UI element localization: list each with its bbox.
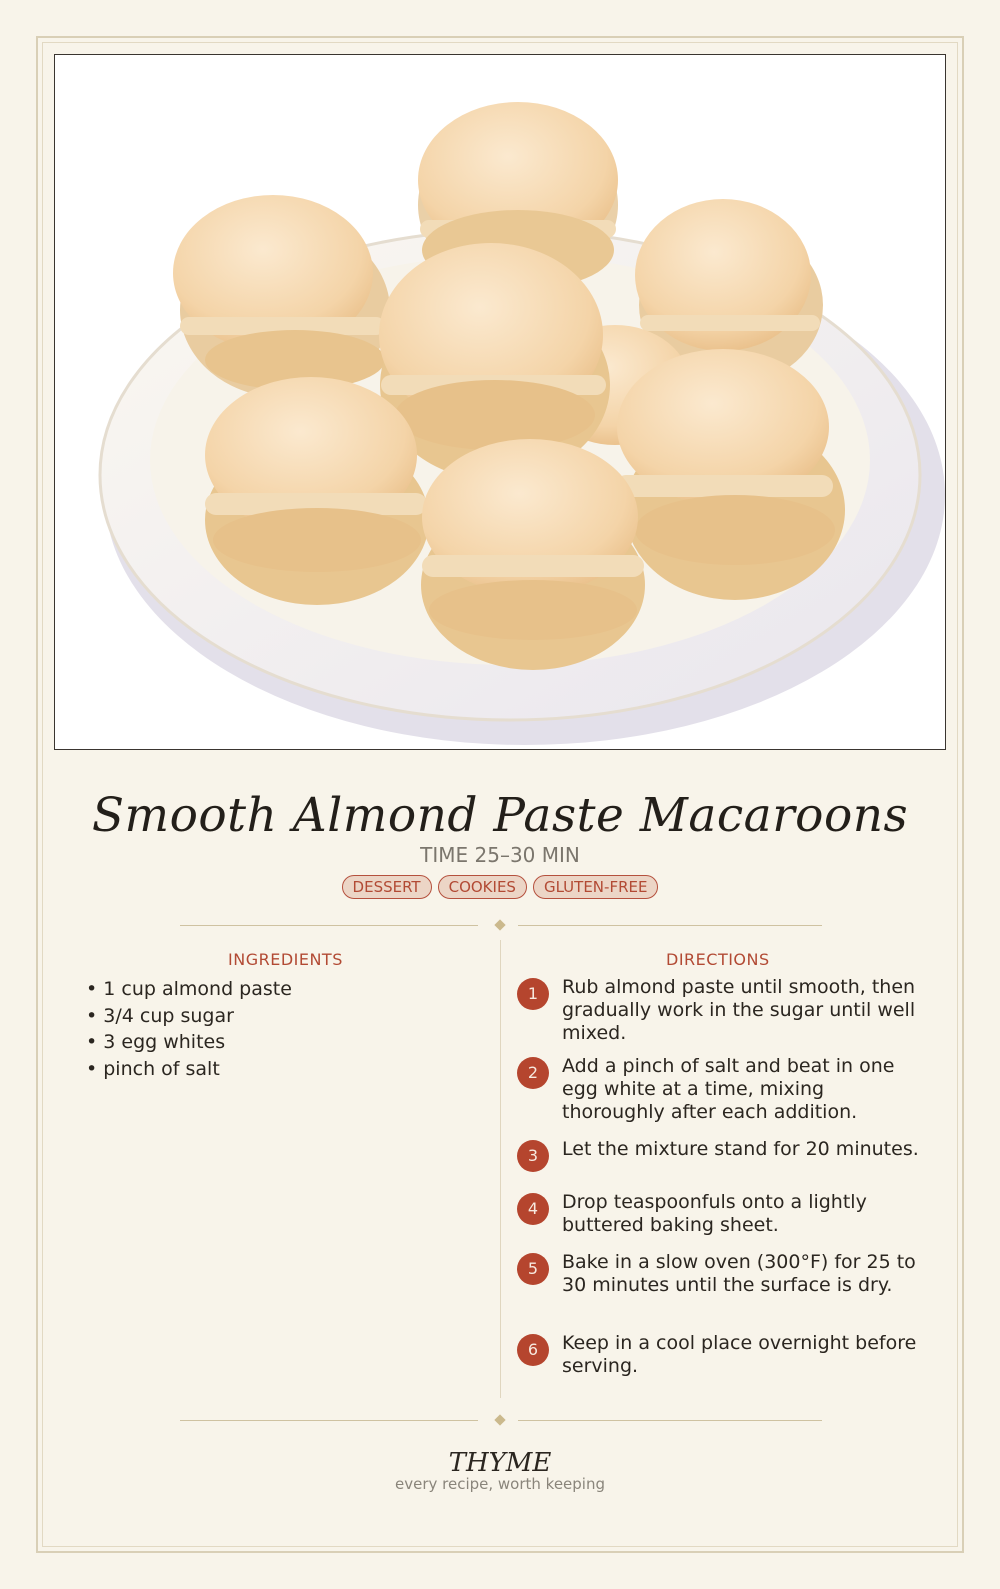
ingredient-item: • 3 egg whites [86,1029,466,1056]
ingredients-list [86,976,466,1082]
ingredient-item: • pinch of salt [86,1056,466,1083]
direction-step-2 [517,1055,927,1125]
step-text: Let the mixture stand for 20 minutes. [562,1138,919,1160]
divider-left-top [180,925,478,926]
step-text: Rub almond paste until smooth, then gradually work in the sugar until well mixed. [562,976,916,1044]
step-text: Bake in a slow oven (300°F) for 25 to 30 minutes until the surface is dry. [562,1251,916,1296]
brand-name: THYME [448,1448,552,1478]
step-number: 5 [517,1253,549,1285]
tag-cookies[interactable]: COOKIES [438,875,527,899]
step-text: Keep in a cool place overnight before serving. [562,1332,917,1377]
ingredient-item: • 1 cup almond paste [86,976,466,1003]
directions-heading: DIRECTIONS [666,950,770,969]
divider-right-bottom [518,1420,822,1421]
ingredients-heading: INGREDIENTS [228,950,343,969]
direction-step-3 [517,1138,927,1188]
brand-tagline: every recipe, worth keeping [394,1475,605,1493]
step-number: 1 [517,978,549,1010]
cook-time: TIME 25–30 MIN [420,843,580,867]
step-number: 6 [517,1334,549,1366]
ingredient-item: • 3/4 cup sugar [86,1003,466,1030]
step-number: 2 [517,1057,549,1089]
divider-right-top [518,925,822,926]
step-number: 3 [517,1140,549,1172]
step-text: Add a pinch of salt and beat in one egg white at a time, mixing thoroughly after each addition. [562,1055,895,1123]
direction-step-5 [517,1251,927,1321]
step-text: Drop teaspoonfuls onto a lightly buttered baking sheet. [562,1191,867,1236]
tag-list [0,875,1000,899]
recipe-title: Smooth Almond Paste Macaroons [91,788,909,843]
tag-gluten-free[interactable]: GLUTEN-FREE [533,875,659,899]
direction-step-1 [517,976,927,1046]
direction-step-4 [517,1191,927,1241]
recipe-photo [54,54,946,750]
column-divider [500,940,501,1398]
direction-step-6 [517,1332,927,1382]
divider-left-bottom [180,1420,478,1421]
tag-dessert[interactable]: DESSERT [342,875,432,899]
step-number: 4 [517,1193,549,1225]
